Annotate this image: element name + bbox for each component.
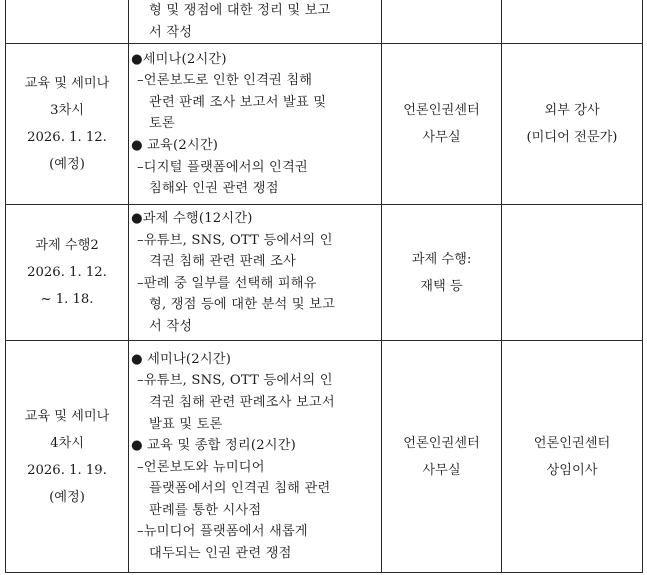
- location-cell: [382, 44, 502, 205]
- session-cell-line: 교육 및 세미나: [24, 76, 110, 92]
- location-cell: [382, 0, 502, 44]
- location-cell-line: 언론인권센터: [403, 435, 480, 451]
- content-cell: [129, 341, 382, 573]
- location-cell-line: 사무실: [422, 462, 461, 478]
- table-row: [6, 341, 643, 573]
- content-line: –판례 중 일부를 선택해 피해유: [137, 275, 317, 291]
- session-cell-line: 4차시: [50, 435, 84, 451]
- session-cell-line: 교육 및 세미나: [24, 408, 110, 424]
- content-line: 형, 쟁점 등에 대한 분석 및 보고: [149, 297, 336, 313]
- table-row: [6, 44, 643, 205]
- content-bullet-heading: ● 교육(2시간): [131, 137, 219, 153]
- content-line: –유튜브, SNS, OTT 등에서의 인: [137, 232, 333, 248]
- content-cell: [129, 44, 382, 205]
- content-line: 격권 침해 관련 판례 조사: [149, 254, 296, 270]
- session-cell-line: 2026. 1. 12.: [27, 265, 107, 281]
- location-cell-line: 사무실: [422, 130, 461, 146]
- content-line: –유튜브, SNS, OTT 등에서의 인: [137, 373, 333, 389]
- content-bullet-heading: ● 교육 및 종합 정리(2시간): [131, 438, 297, 454]
- session-cell: [6, 44, 129, 205]
- instructor-cell-line: (미디어 전문가): [526, 130, 618, 146]
- location-cell: [382, 341, 502, 573]
- session-cell-line: 3차시: [50, 103, 84, 119]
- content-line: 토론: [149, 116, 175, 132]
- session-cell-line: (예정): [49, 489, 85, 505]
- instructor-cell: [502, 205, 643, 341]
- table-row: [6, 205, 643, 341]
- program-schedule-table: [5, 0, 643, 573]
- content-bullet-heading: ●과제 수행(12시간): [131, 210, 253, 226]
- location-cell: [382, 205, 502, 341]
- instructor-cell: [502, 341, 643, 573]
- content-line: 대두되는 인권 관련 쟁점: [149, 546, 292, 562]
- session-cell-line: (예정): [49, 157, 85, 173]
- table-row: [6, 0, 643, 44]
- content-bullet-heading: ●세미나(2시간): [131, 51, 227, 67]
- content-line: 관련 판례 조사 보고서 발표 및: [149, 94, 327, 110]
- location-cell-line: 재택 등: [420, 278, 463, 294]
- session-cell: [6, 205, 129, 341]
- instructor-cell-line: 외부 강사: [544, 103, 600, 119]
- session-cell-line: 2026. 1. 12.: [27, 130, 107, 146]
- content-line: –뉴미디어 플랫폼에서 새롭게: [137, 524, 308, 540]
- session-cell-line: 2026. 1. 19.: [27, 462, 107, 478]
- session-cell: [6, 0, 129, 44]
- content-line: –언론보도로 인한 인격권 침해: [137, 73, 313, 89]
- instructor-cell: [502, 0, 643, 44]
- content-cell: [129, 205, 382, 341]
- session-cell-line: 과제 수행2: [35, 238, 99, 254]
- content-line: 침해와 인권 관련 쟁점: [149, 181, 279, 197]
- schedule-body: [6, 0, 643, 573]
- content-cell: [129, 0, 382, 44]
- session-cell-line: ~ 1. 18.: [40, 292, 94, 308]
- content-line: –언론보도와 뉴미디어: [137, 459, 265, 475]
- content-line: 판례를 통한 시사점: [149, 502, 262, 518]
- session-cell: [6, 341, 129, 573]
- instructor-cell-line: 상임이사: [546, 462, 598, 478]
- location-cell-line: 언론인권센터: [403, 103, 480, 119]
- content-line: 서 작성: [149, 24, 193, 40]
- content-bullet-heading: ● 세미나(2시간): [131, 351, 232, 367]
- content-line: 발표 및 토론: [149, 416, 223, 432]
- location-cell-line: 과제 수행:: [411, 251, 472, 267]
- content-line: 플랫폼에서의 인격권 침해 관련: [149, 481, 331, 497]
- content-line: 형 및 쟁점에 대한 정리 및 보고: [149, 3, 331, 18]
- content-line: 서 작성: [149, 318, 193, 334]
- content-line: –디지털 플랫폼에서의 인격권: [137, 159, 308, 175]
- instructor-cell: [502, 44, 643, 205]
- content-line: 격권 침해 관련 판례조사 보고서: [149, 394, 335, 410]
- instructor-cell-line: 언론인권센터: [533, 435, 611, 451]
